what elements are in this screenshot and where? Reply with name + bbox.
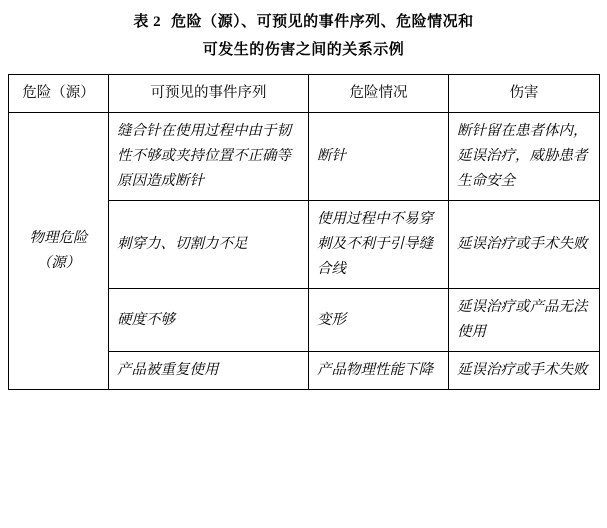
hazard-category-cell: 物理危险（源） <box>9 113 109 390</box>
hazard-table <box>8 74 600 390</box>
situation-cell: 使用过程中不易穿刺及不利于引导缝合线 <box>309 201 449 289</box>
caption-line-1 <box>8 8 599 36</box>
sequence-cell: 硬度不够 <box>109 289 309 352</box>
harm-cell: 延误治疗或手术失败 <box>449 352 600 390</box>
sequence-cell: 刺穿力、切割力不足 <box>109 201 309 289</box>
table-row <box>9 113 600 201</box>
document-page <box>0 8 607 528</box>
column-header-situation: 危险情况 <box>309 75 449 113</box>
caption-number: 表 2 <box>133 14 162 30</box>
caption-line-2: 可发生的伤害之间的关系示例 <box>202 42 405 58</box>
situation-cell: 变形 <box>309 289 449 352</box>
table-caption <box>8 8 599 64</box>
situation-cell: 断针 <box>309 113 449 201</box>
table-header-row <box>9 75 600 113</box>
harm-cell: 断针留在患者体内，延误治疗，威胁患者生命安全 <box>449 113 600 201</box>
harm-cell: 延误治疗或手术失败 <box>449 201 600 289</box>
caption-text-1: 危险（源）、可预见的事件序列、危险情况和 <box>171 14 474 30</box>
column-header-hazard: 危险（源） <box>9 75 109 113</box>
sequence-cell: 缝合针在使用过程中由于韧性不够或夹持位置不正确等原因造成断针 <box>109 113 309 201</box>
column-header-harm: 伤害 <box>449 75 600 113</box>
sequence-cell: 产品被重复使用 <box>109 352 309 390</box>
column-header-sequence: 可预见的事件序列 <box>109 75 309 113</box>
harm-cell: 延误治疗或产品无法使用 <box>449 289 600 352</box>
situation-cell: 产品物理性能下降 <box>309 352 449 390</box>
